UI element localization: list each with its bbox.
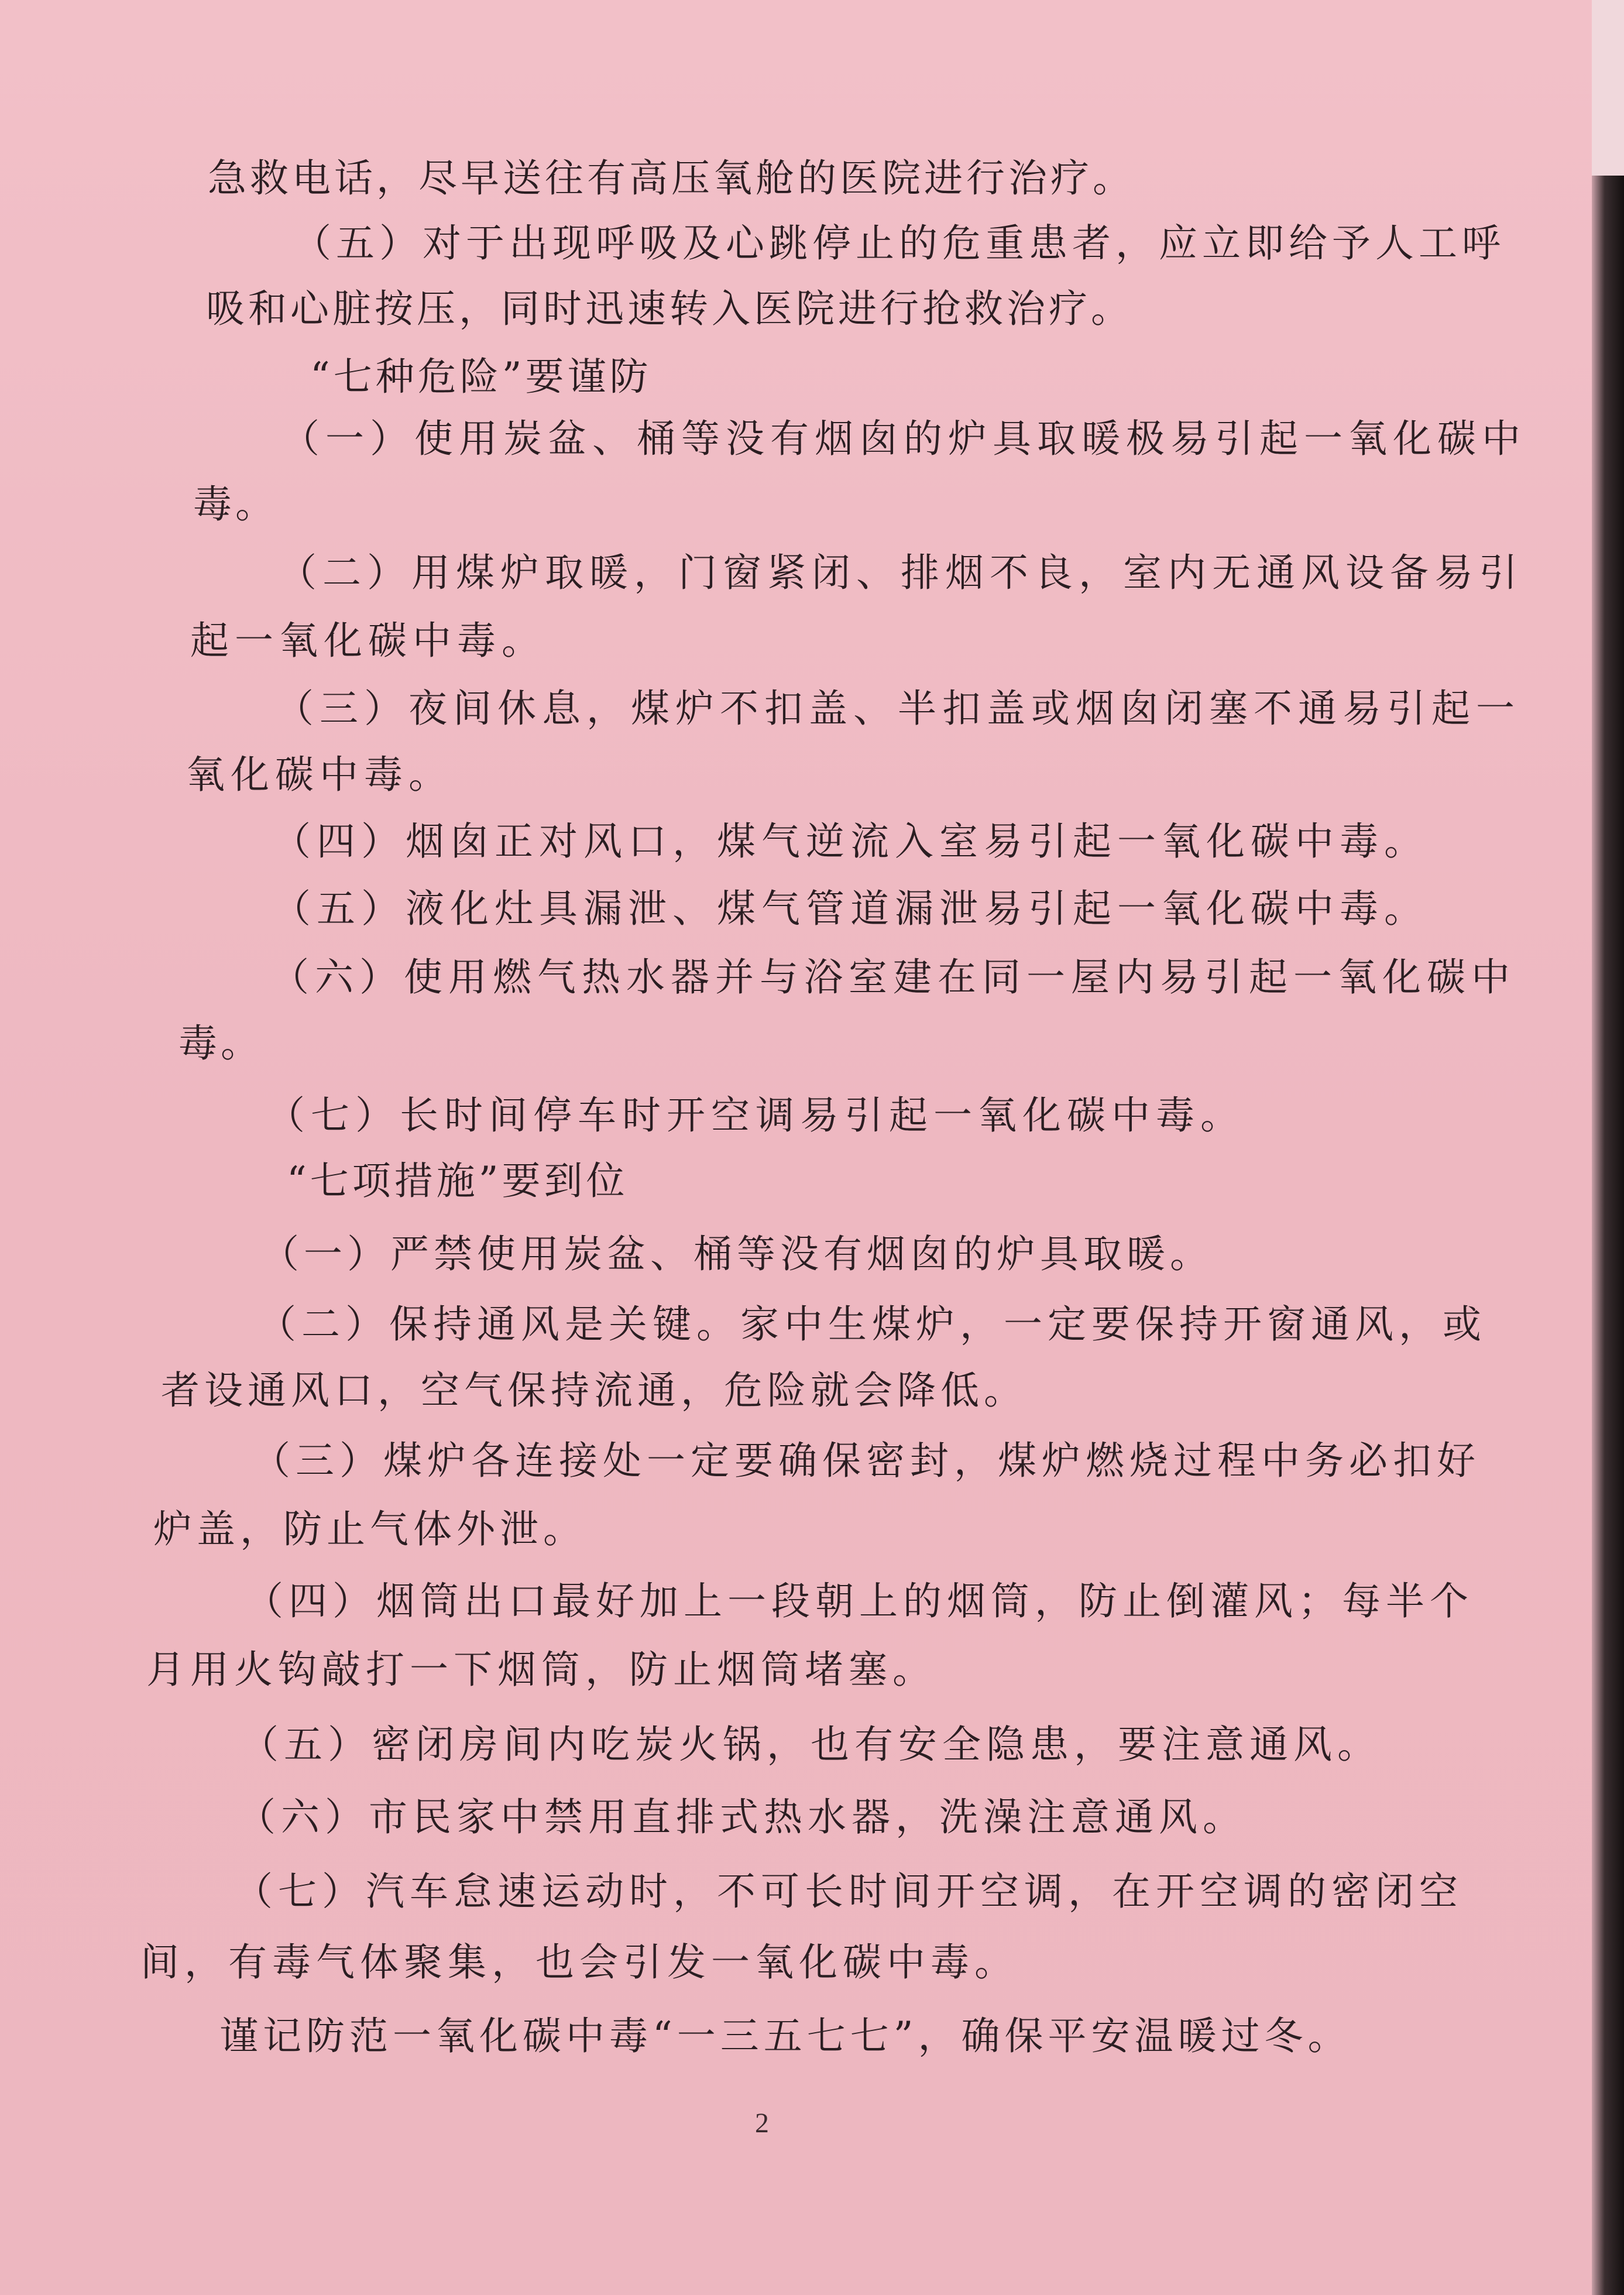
body-line: （五）对于出现呼吸及心跳停止的危重患者，应立即给予人工呼: [293, 221, 1505, 266]
body-line: （三）夜间休息，煤炉不扣盖、半扣盖或烟囱闭塞不通易引起一: [275, 686, 1520, 731]
body-line: （六）使用燃气热水器并与浴室建在同一屋内易引起一氧化碳中: [270, 955, 1516, 1000]
body-line: （二）用煤炉取暖，门窗紧闭、排烟不良，室内无通风设备易引: [278, 550, 1523, 595]
body-line: 间，有毒气体聚集，也会引发一氧化碳中毒。: [140, 1940, 1018, 1985]
body-line: 吸和心脏按压，同时迅速转入医院进行抢救治疗。: [206, 286, 1133, 331]
body-line: 毒。: [178, 1021, 263, 1066]
body-line: 者设通风口，空气保持流通，危险就会降低。: [161, 1368, 1027, 1413]
body-line: （二）保持通风是关键。家中生煤炉，一定要保持开窗通风，或: [257, 1302, 1486, 1347]
body-line: （一）使用炭盆、桶等没有烟囱的炉具取暖极易引起一氧化碳中: [281, 416, 1526, 461]
body-line: 起一氧化碳中毒。: [190, 618, 546, 663]
body-line: 氧化碳中毒。: [186, 752, 453, 797]
body-line: 急救电话，尽早送往有高压氧舱的医院进行治疗。: [208, 156, 1135, 201]
body-line: （七）汽车怠速运动时，不可长时间开空调，在开空调的密闭空: [234, 1869, 1463, 1914]
body-line: 月用火钩敲打一下烟筒，防止烟筒堵塞。: [146, 1647, 936, 1692]
page-number: 2: [755, 2108, 769, 2139]
section-heading: “七种危险”要谨防: [310, 354, 652, 399]
closing-line: 谨记防范一氧化碳中毒“一三五七七”，确保平安温暖过冬。: [219, 2013, 1351, 2059]
page-edge-shadow: [1592, 176, 1624, 2295]
section-heading: “七项措施”要到位: [287, 1158, 629, 1203]
body-line: （七）长时间停车时开空调易引起一氧化碳中毒。: [266, 1093, 1245, 1138]
body-line: 毒。: [193, 482, 277, 527]
body-line: 炉盖，防止气体外泄。: [153, 1507, 586, 1552]
body-line: （四）烟筒出口最好加上一段朝上的烟筒，防止倒灌风；每半个: [245, 1579, 1474, 1624]
background-corner: [1592, 0, 1624, 176]
body-line: （五）密闭房间内吃炭火锅，也有安全隐患，要注意通风。: [240, 1722, 1381, 1767]
body-line: （五）液化灶具漏泄、煤气管道漏泄易引起一氧化碳中毒。: [272, 886, 1429, 931]
body-line: （六）市民家中禁用直排式热水器，洗澡注意通风。: [237, 1795, 1247, 1840]
body-line: （一）严禁使用炭盆、桶等没有烟囱的炉具取暖。: [260, 1231, 1213, 1277]
body-line: （三）煤炉各连接处一定要确保密封，煤炉燃烧过程中务必扣好: [252, 1438, 1481, 1483]
body-line: （四）烟囱正对风口，煤气逆流入室易引起一氧化碳中毒。: [272, 819, 1429, 864]
